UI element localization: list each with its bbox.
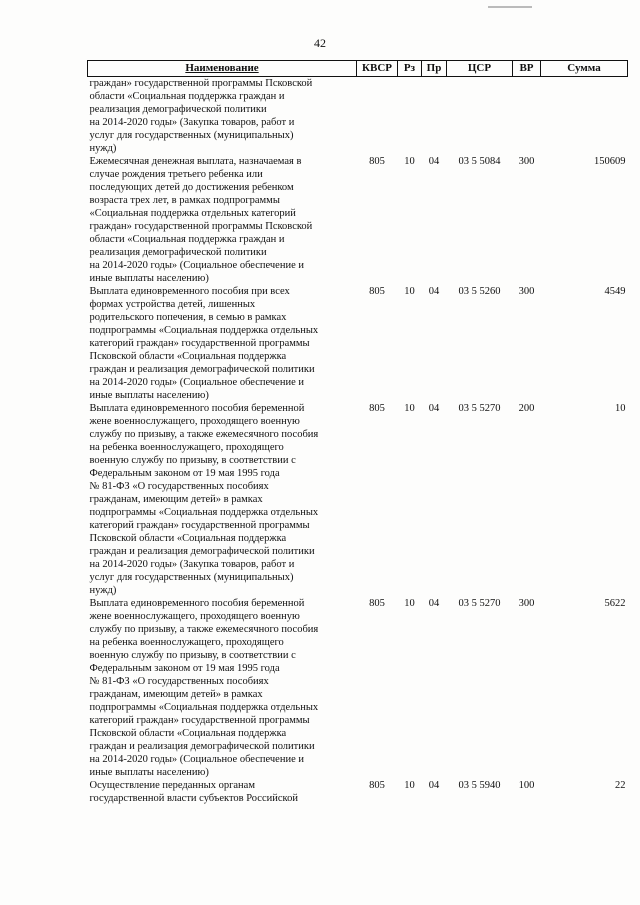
header-vr: ВР	[513, 61, 541, 77]
row-name-line: службу по призыву, а также ежемесячного пособия	[89, 429, 319, 440]
row-name-line: реализация демографической политики	[89, 104, 267, 115]
row-sum-cell: 4549	[604, 286, 626, 297]
row-kvsr-cell: 805	[369, 780, 385, 791]
row-name-cell	[88, 155, 357, 285]
table-row	[88, 597, 628, 779]
row-name-line: Ежемесячная денежная выплата, назначаемая в	[89, 156, 302, 167]
row-rz-cell	[398, 77, 422, 156]
row-csr-cell: 03 5 5270	[458, 403, 501, 414]
row-name-line: военную службу по призыву, в соответствии с	[89, 650, 296, 661]
row-pr-cell: 04	[428, 598, 440, 609]
row-pr-cell: 04	[428, 286, 440, 297]
row-name-line: подпрограммы «Социальная поддержка отдельных	[89, 325, 319, 336]
row-csr-cell: 03 5 5084	[458, 156, 501, 167]
row-csr-cell: 03 5 5940	[458, 780, 501, 791]
row-name-line: № 81-ФЗ «О государственных пособиях	[89, 481, 269, 492]
row-sum-cell: 10	[615, 403, 626, 414]
row-name-line: № 81-ФЗ «О государственных пособиях	[89, 676, 269, 687]
row-name-cell	[88, 77, 357, 156]
row-name-cell	[88, 597, 357, 779]
row-sum-cell	[541, 77, 628, 156]
row-rz-cell: 10	[404, 286, 415, 297]
row-pr-cell	[422, 77, 447, 156]
row-name-line: на 2014-2020 годы» (Социальное обеспечение и	[89, 260, 304, 271]
row-csr-cell: 03 5 5260	[458, 286, 501, 297]
row-name-line: гражданам, имеющим детей» в рамках	[89, 689, 263, 700]
row-name-line: Псковской области «Социальная поддержка	[89, 533, 287, 544]
row-rz-cell: 10	[404, 403, 415, 414]
row-rz-cell: 10	[404, 598, 415, 609]
row-name-line: Псковской области «Социальная поддержка	[89, 351, 287, 362]
row-name-line: на 2014-2020 годы» (Закупка товаров, работ и	[89, 117, 295, 128]
row-csr-cell: 03 5 5270	[458, 598, 501, 609]
row-name-line: нужд)	[89, 143, 117, 154]
row-name-line: граждан» государственной программы Псковской	[89, 78, 313, 89]
scan-artifact	[488, 6, 532, 8]
header-name: Наименование	[88, 61, 357, 77]
row-name-line: иные выплаты населению)	[89, 767, 209, 778]
row-name-cell	[88, 285, 357, 402]
row-kvsr-cell: 805	[369, 403, 385, 414]
row-pr-cell: 04	[428, 403, 440, 414]
row-name-line: государственной власти субъектов Российской	[89, 793, 298, 804]
row-name-line: иные выплаты населению)	[89, 390, 209, 401]
row-vr-cell: 200	[518, 403, 535, 414]
table-row	[88, 402, 628, 597]
row-name-line: на 2014-2020 годы» (Социальное обеспечение и	[89, 754, 304, 765]
row-name-line: гражданам, имеющим детей» в рамках	[89, 494, 263, 505]
row-name-line: военную службу по призыву, в соответствии с	[89, 455, 296, 466]
row-name-line: области «Социальная поддержка граждан и	[89, 234, 285, 245]
row-name-line: Федеральным законом от 19 мая 1995 года	[89, 468, 280, 479]
row-name-line: реализация демографической политики	[89, 247, 267, 258]
row-name-line: возраста трех лет, в рамках подпрограммы	[89, 195, 280, 206]
row-name-line: категорий граждан» государственной программы	[89, 520, 310, 531]
row-name-line: услуг для государственных (муниципальных)	[89, 572, 294, 583]
row-name-line: Федеральным законом от 19 мая 1995 года	[89, 663, 280, 674]
row-name-line: граждан» государственной программы Псковской	[89, 221, 313, 232]
row-name-line: нужд)	[89, 585, 117, 596]
table-row	[88, 155, 628, 285]
table-header-row	[88, 61, 628, 77]
row-name-line: Осуществление переданных органам	[89, 780, 255, 791]
table-row	[88, 77, 628, 156]
row-name-line: Выплата единовременного пособия при всех	[89, 286, 290, 297]
row-name-line: граждан и реализация демографической политики	[89, 741, 315, 752]
row-pr-cell: 04	[428, 156, 440, 167]
row-name-line: категорий граждан» государственной программы	[89, 338, 310, 349]
page-number: 42	[314, 36, 326, 50]
header-sum: Сумма	[541, 61, 628, 77]
row-name-line: «Социальная поддержка отдельных категорий	[89, 208, 296, 219]
row-kvsr-cell: 805	[369, 598, 385, 609]
row-name-cell	[88, 402, 357, 597]
row-name-line: родительского попечения, в семью в рамках	[89, 312, 287, 323]
row-name-line: услуг для государственных (муниципальных)	[89, 130, 294, 141]
row-kvsr-cell: 805	[369, 156, 385, 167]
row-name-line: Выплата единовременного пособия беременной	[89, 598, 305, 609]
row-name-line: жене военнослужащего, проходящего военную	[89, 416, 300, 427]
row-name-line: Псковской области «Социальная поддержка	[89, 728, 287, 739]
row-name-line: последующих детей до достижения ребенком	[89, 182, 294, 193]
row-kvsr-cell	[357, 77, 398, 156]
row-sum-cell: 150609	[594, 156, 626, 167]
row-name-line: иные выплаты населению)	[89, 273, 209, 284]
row-name-line: на ребенка военнослужащего, проходящего	[89, 442, 284, 453]
budget-table	[87, 60, 628, 805]
row-rz-cell: 10	[404, 156, 415, 167]
row-name-line: области «Социальная поддержка граждан и	[89, 91, 285, 102]
row-csr-cell	[447, 77, 513, 156]
header-pr: Пр	[422, 61, 447, 77]
row-sum-cell: 5622	[604, 598, 626, 609]
table-row	[88, 779, 628, 805]
table-body	[88, 77, 628, 806]
row-name-line: подпрограммы «Социальная поддержка отдельных	[89, 507, 319, 518]
row-name-line: на ребенка военнослужащего, проходящего	[89, 637, 284, 648]
row-name-cell	[88, 779, 357, 805]
row-name-line: граждан и реализация демографической политики	[89, 364, 315, 375]
row-name-line: подпрограммы «Социальная поддержка отдельных	[89, 702, 319, 713]
row-vr-cell	[513, 77, 541, 156]
header-rz: Рз	[398, 61, 422, 77]
header-kvsr: КВСР	[357, 61, 398, 77]
row-name-line: на 2014-2020 годы» (Закупка товаров, работ и	[89, 559, 295, 570]
row-vr-cell: 300	[518, 286, 535, 297]
row-name-line: Выплата единовременного пособия беременной	[89, 403, 305, 414]
row-name-line: формах устройства детей, лишенных	[89, 299, 256, 310]
row-sum-cell: 22	[615, 780, 626, 791]
header-csr: ЦСР	[447, 61, 513, 77]
row-vr-cell: 300	[518, 598, 535, 609]
row-name-line: случае рождения третьего ребенка или	[89, 169, 263, 180]
row-name-line: граждан и реализация демографической политики	[89, 546, 315, 557]
table-row	[88, 285, 628, 402]
row-name-line: на 2014-2020 годы» (Социальное обеспечение и	[89, 377, 304, 388]
row-rz-cell: 10	[404, 780, 415, 791]
row-name-line: службу по призыву, а также ежемесячного пособия	[89, 624, 319, 635]
row-kvsr-cell: 805	[369, 286, 385, 297]
row-vr-cell: 100	[518, 780, 535, 791]
row-name-line: категорий граждан» государственной программы	[89, 715, 310, 726]
row-pr-cell: 04	[428, 780, 440, 791]
row-vr-cell: 300	[518, 156, 535, 167]
row-name-line: жене военнослужащего, проходящего военную	[89, 611, 300, 622]
